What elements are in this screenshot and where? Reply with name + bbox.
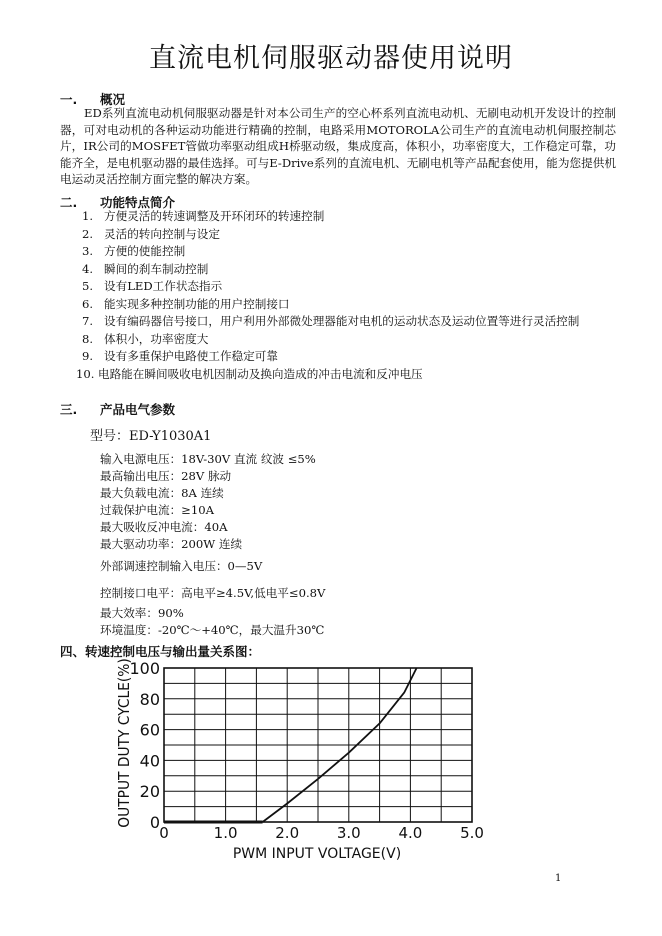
spec-line: 过载保护电流：≥10A [100, 503, 214, 517]
section-chart-heading: 四、转速控制电压与输出量关系图： [60, 644, 261, 659]
list-item: 10. 电路能在瞬间吸收电机因制动及换向造成的冲击电流和反冲电压 [76, 366, 423, 381]
spec-line: 最大驱动功率：200W 连续 [100, 537, 243, 551]
x-tick-label: 1.0 [213, 824, 238, 842]
section-number: 一. [60, 92, 78, 107]
section-title: 概况 [100, 92, 126, 107]
duty-cycle-chart [100, 656, 500, 864]
y-tick-label: 40 [139, 751, 160, 771]
list-item: 5. 设有LED工作状态指示 [82, 279, 223, 293]
page-title: 直流电机伺服驱动器使用说明 [149, 43, 513, 74]
spec-line: 外部调速控制输入电压：0—5V [100, 559, 263, 573]
list-item: 1. 方便灵活的转速调整及开环闭环的转速控制 [82, 209, 325, 223]
list-item: 7. 设有编码器信号接口，用户利用外部微处理器能对电机的运动状态及运动位置等进行灵活控制 [82, 314, 580, 328]
section-title: 功能特点简介 [100, 195, 176, 210]
list-item: 6. 能实现多种控制功能的用户控制接口 [82, 296, 290, 311]
section-title: 产品电气参数 [100, 402, 176, 417]
list-item: 2. 灵活的转向控制与设定 [82, 226, 220, 241]
features-list [76, 208, 622, 383]
x-axis-label: PWM INPUT VOLTAGE(V) [232, 846, 402, 862]
overview-paragraph: ED系列直流电动机伺服驱动器是针对本公司生产的空心杯系列直流电动机、无刷电动机开发设计的控制器，可对电动机的各种运动功能进行精确的控制，电路采用MOTOROLA公司生产的直流电动机伺服控制芯片，IR公司的MOSFET管做功率驱动组成H桥驱动级，集成度高，体积小，功率密度大，工作稳定可靠，功能齐全，是电机驱动器的最佳选择。可与E-Drive系列的直流电机、无刷电机等产品配套使用，能为您提供机电运动灵活控制方面完整的解决方案。 [60, 106, 616, 186]
chart-grid [164, 668, 472, 822]
section-number: 二. [60, 195, 78, 210]
spec-line: 输入电源电压：18V-30V 直流 纹波 ≤5% [100, 452, 316, 466]
y-axis-label: OUTPUT DUTY CYCLE(%) [116, 658, 134, 828]
y-tick-label: 20 [139, 782, 160, 802]
spec-line: 最大吸收反冲电流：40A [100, 520, 228, 534]
x-tick-label: 5.0 [460, 824, 484, 842]
y-tick-label: 100 [129, 659, 160, 678]
x-tick-label: 3.0 [336, 824, 361, 842]
list-item: 3. 方便的使能控制 [82, 244, 186, 258]
x-tick-label: 4.0 [398, 824, 423, 842]
spec-line: 最大效率：90% [100, 606, 184, 620]
y-tick-label: 80 [139, 689, 160, 709]
spec-line: 环境温度：-20℃～+40℃，最大温升30℃ [100, 623, 325, 637]
model-number: 型号：ED-Y1030A1 [90, 429, 212, 444]
list-item: 9. 设有多重保护电路使工作稳定可靠 [82, 349, 278, 363]
section-number: 三. [60, 402, 78, 417]
list-item: 4. 瞬间的刹车制动控制 [82, 261, 209, 276]
y-tick-labels [129, 659, 160, 832]
spec-line: 最大负载电流：8A 连续 [100, 486, 224, 500]
page-number: 1 [555, 873, 562, 884]
x-tick-labels [159, 824, 484, 842]
spec-line: 控制接口电平：高电平≥4.5V,低电平≤0.8V [100, 586, 326, 600]
x-tick-label: 2.0 [275, 824, 300, 842]
y-tick-label: 60 [139, 720, 160, 740]
spec-line: 最高输出电压：28V 脉动 [100, 469, 232, 483]
section-params-heading [60, 400, 175, 418]
list-item: 8. 体积小，功率密度大 [82, 331, 209, 346]
x-tick-label: 0 [159, 824, 169, 842]
y-tick-label: 0 [149, 813, 160, 832]
